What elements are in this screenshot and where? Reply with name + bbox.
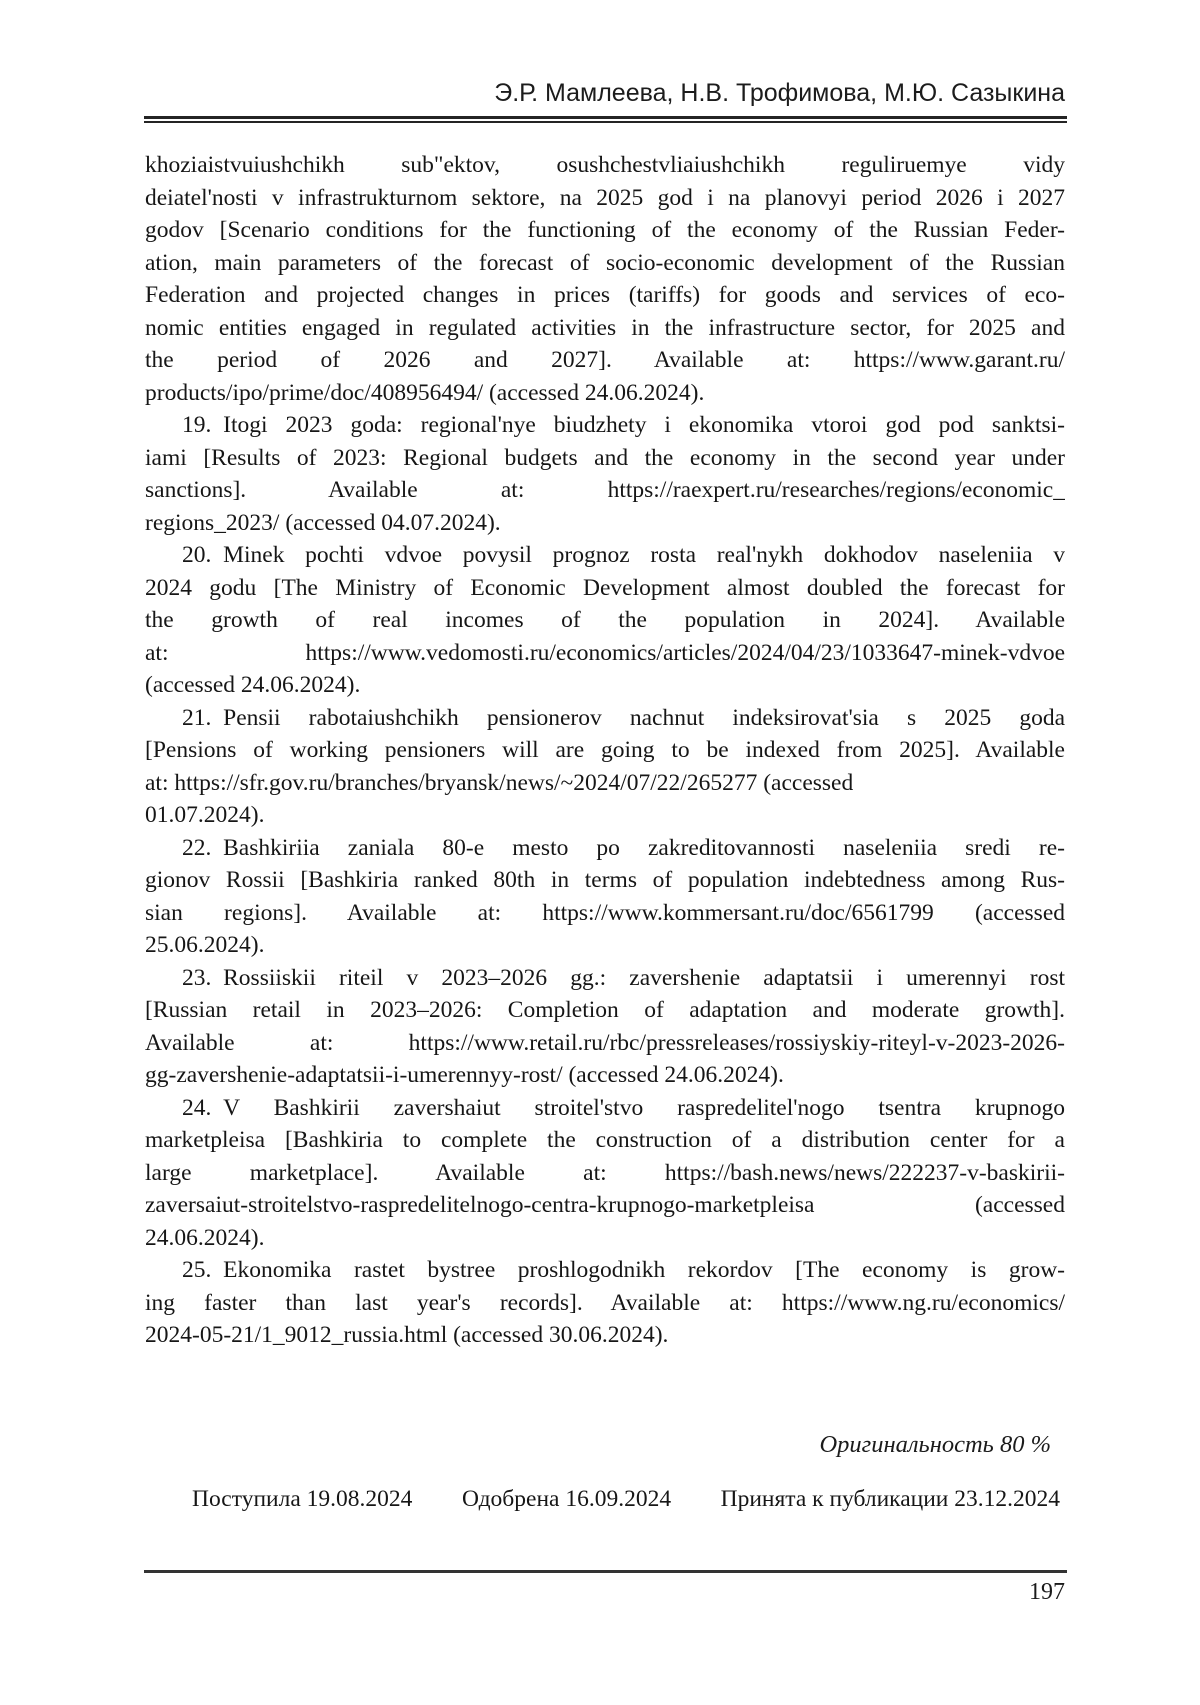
date-accepted: Принята к публикации 23.12.2024 bbox=[720, 1486, 1060, 1512]
page-number: 197 bbox=[1029, 1579, 1065, 1605]
reference-line: 01.07.2024). bbox=[145, 802, 265, 828]
reference-line: godov [Scenario conditions for the functioning of the economy of the Russian Feder- bbox=[145, 217, 1065, 243]
reference-line: 2024 godu [The Ministry of Economic Development almost doubled the forecast for bbox=[145, 574, 1065, 601]
date-approved: Одобрена 16.09.2024 bbox=[461, 1486, 672, 1512]
reference-line: zaversaiut-stroitelstvo-raspredelitelnogo-centra-krupnogo-marketpleisa (accessed bbox=[145, 1192, 1065, 1218]
reference-paragraph bbox=[145, 832, 1065, 962]
reference-line: at: https://sfr.gov.ru/branches/bryansk/news/~2024/07/22/265277 (accessed bbox=[145, 769, 854, 796]
reference-line: ation, main parameters of the forecast of socio-economic development of the Russian bbox=[145, 249, 1065, 276]
header-authors: Э.Р. Мамлеева, Н.В. Трофимова, М.Ю. Сазыкина bbox=[494, 79, 1065, 107]
reference-line: large marketplace]. Available at: https://bash.news/news/222237-v-baskirii- bbox=[145, 1159, 1065, 1186]
reference-paragraph bbox=[145, 539, 1065, 702]
reference-line: Federation and projected changes in prices (tariffs) for goods and services of eco- bbox=[145, 282, 1065, 308]
reference-line: 22. Bashkiriia zaniala 80-e mesto po zakreditovannosti naseleniia sredi re- bbox=[182, 834, 1065, 861]
reference-line: 2024-05-21/1_9012_russia.html (accessed 30.06.2024). bbox=[145, 1322, 669, 1348]
reference-line: 25.06.2024). bbox=[145, 932, 265, 958]
reference-line: [Pensions of working pensioners will are going to be indexed from 2025]. Available bbox=[145, 737, 1065, 763]
reference-line: 25. Ekonomika rastet bystree proshlogodnikh rekordov [The economy is grow- bbox=[182, 1257, 1065, 1283]
reference-line: deiatel'nosti v infrastrukturnom sektore, na 2025 god i na planovyi period 2026 i 2027 bbox=[145, 184, 1065, 211]
reference-line: 20. Minek pochti vdvoe povysil prognoz rosta real'nykh dokhodov naseleniia v bbox=[182, 542, 1065, 568]
reference-paragraph bbox=[145, 409, 1065, 539]
reference-line: at: https://www.vedomosti.ru/economics/articles/2024/04/23/1033647-minek-vdvoe bbox=[145, 639, 1065, 666]
reference-line: [Russian retail in 2023–2026: Completion of adaptation and moderate growth]. bbox=[145, 997, 1065, 1023]
reference-line: 21. Pensii rabotaiushchikh pensionerov nachnut indeksirovat'sia s 2025 goda bbox=[182, 704, 1065, 731]
references-list bbox=[145, 149, 1065, 1352]
reference-line: 24.06.2024). bbox=[145, 1224, 265, 1251]
reference-line: gionov Rossii [Bashkiria ranked 80th in terms of population indebtedness among Rus- bbox=[145, 867, 1065, 893]
submission-dates-row bbox=[192, 1483, 1060, 1515]
reference-line: marketpleisa [Bashkiria to complete the construction of a distribution center for a bbox=[145, 1127, 1065, 1153]
reference-line: regions_2023/ (accessed 04.07.2024). bbox=[145, 509, 501, 536]
reference-line: gg-zavershenie-adaptatsii-i-umerennyy-rost/ (accessed 24.06.2024). bbox=[145, 1062, 784, 1088]
reference-paragraph bbox=[145, 702, 1065, 832]
reference-line: sanctions]. Available at: https://raexpert.ru/researches/regions/economic_ bbox=[145, 477, 1065, 503]
reference-line: 23. Rossiiskii riteil v 2023–2026 gg.: zavershenie adaptatsii i umerennyi rost bbox=[182, 964, 1065, 991]
footer-rule bbox=[144, 1570, 1067, 1573]
reference-line: the period of 2026 and 2027]. Available at: https://www.garant.ru/ bbox=[145, 347, 1065, 373]
reference-line: Available at: https://www.retail.ru/rbc/pressreleases/rossiyskiy-riteyl-v-2023-2026- bbox=[145, 1029, 1065, 1056]
reference-paragraph bbox=[145, 962, 1065, 1092]
header-double-rule bbox=[144, 116, 1067, 123]
reference-line: 24. V Bashkirii zavershaiut stroitel'stvo raspredelitel'nogo tsentra krupnogo bbox=[182, 1094, 1065, 1121]
reference-paragraph bbox=[145, 149, 1065, 409]
reference-paragraph bbox=[145, 1254, 1065, 1352]
reference-line: sian regions]. Available at: https://www.kommersant.ru/doc/6561799 (accessed bbox=[145, 899, 1065, 926]
reference-line: 19. Itogi 2023 goda: regional'nye biudzhety i ekonomika vtoroi god pod sanktsi- bbox=[182, 412, 1065, 438]
reference-line: khoziaistvuiushchikh sub"ektov, osushchestvliaiushchikh reguliruemye vidy bbox=[145, 152, 1065, 178]
reference-line: products/ipo/prime/doc/408956494/ (accessed 24.06.2024). bbox=[145, 379, 705, 406]
reference-paragraph bbox=[145, 1092, 1065, 1255]
reference-line: the growth of real incomes of the population in 2024]. Available bbox=[145, 607, 1065, 633]
originality-note: Оригинальность 80 % bbox=[819, 1431, 1051, 1458]
reference-line: nomic entities engaged in regulated activities in the infrastructure sector, for 2025 and bbox=[145, 314, 1065, 341]
date-received: Поступила 19.08.2024 bbox=[192, 1486, 413, 1512]
reference-line: (accessed 24.06.2024). bbox=[145, 672, 361, 698]
reference-line: iami [Results of 2023: Regional budgets and the economy in the second year under bbox=[145, 444, 1065, 471]
reference-line: ing faster than last year's records]. Available at: https://www.ng.ru/economics/ bbox=[145, 1289, 1065, 1316]
